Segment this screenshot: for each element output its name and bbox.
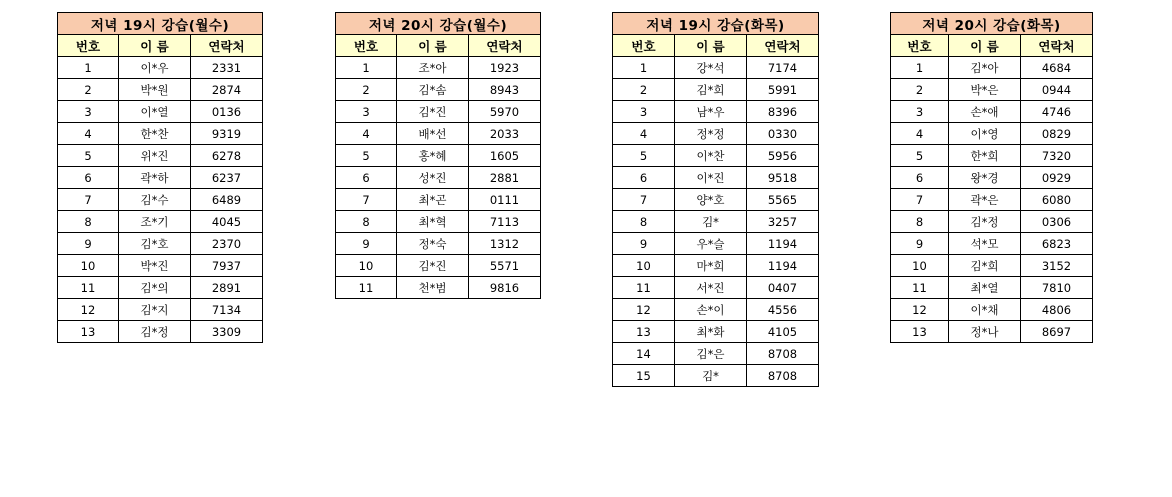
class-table-mon-wed-20 — [335, 12, 541, 299]
table-row — [613, 123, 819, 145]
cell-contact: 0330 — [747, 123, 819, 145]
cell-contact: 2891 — [191, 277, 263, 299]
table-row — [58, 233, 263, 255]
cell-name: 이*찬 — [675, 145, 747, 167]
cell-number: 2 — [613, 79, 675, 101]
table-row — [891, 299, 1093, 321]
cell-number: 9 — [613, 233, 675, 255]
table-row — [58, 189, 263, 211]
cell-number: 11 — [336, 277, 397, 299]
cell-number: 11 — [891, 277, 949, 299]
column-header-number: 번호 — [336, 35, 397, 57]
cell-name: 홍*혜 — [397, 145, 469, 167]
class-table-tue-thu-20 — [890, 12, 1093, 343]
cell-contact: 8943 — [469, 79, 541, 101]
column-header-contact: 연락처 — [1021, 35, 1093, 57]
cell-contact: 2033 — [469, 123, 541, 145]
table-row — [891, 167, 1093, 189]
cell-number: 10 — [613, 255, 675, 277]
table-row — [891, 321, 1093, 343]
cell-number: 1 — [891, 57, 949, 79]
cell-number: 12 — [891, 299, 949, 321]
column-header-number: 번호 — [613, 35, 675, 57]
cell-name: 김*수 — [119, 189, 191, 211]
table-row — [891, 233, 1093, 255]
cell-contact: 1312 — [469, 233, 541, 255]
cell-name: 손*애 — [949, 101, 1021, 123]
cell-name: 서*진 — [675, 277, 747, 299]
cell-contact: 4684 — [1021, 57, 1093, 79]
column-header-name: 이 름 — [397, 35, 469, 57]
cell-contact: 1194 — [747, 255, 819, 277]
cell-number: 7 — [58, 189, 119, 211]
table-row — [891, 189, 1093, 211]
cell-name: 마*희 — [675, 255, 747, 277]
cell-number: 3 — [613, 101, 675, 123]
cell-contact: 9816 — [469, 277, 541, 299]
cell-contact: 2881 — [469, 167, 541, 189]
cell-number: 5 — [613, 145, 675, 167]
cell-contact: 5571 — [469, 255, 541, 277]
table-row — [336, 233, 541, 255]
table-row — [613, 343, 819, 365]
cell-name: 김*희 — [949, 255, 1021, 277]
cell-name: 천*범 — [397, 277, 469, 299]
table-row — [336, 255, 541, 277]
cell-contact: 0407 — [747, 277, 819, 299]
table-row — [891, 101, 1093, 123]
cell-contact: 5991 — [747, 79, 819, 101]
table-row — [613, 57, 819, 79]
table-row — [336, 277, 541, 299]
cell-number: 8 — [58, 211, 119, 233]
table-row — [58, 167, 263, 189]
cell-number: 8 — [891, 211, 949, 233]
cell-number: 10 — [891, 255, 949, 277]
table-row — [613, 145, 819, 167]
cell-contact: 6489 — [191, 189, 263, 211]
cell-number: 8 — [336, 211, 397, 233]
cell-name: 박*원 — [119, 79, 191, 101]
table-row — [613, 255, 819, 277]
table-row — [58, 321, 263, 343]
cell-number: 1 — [58, 57, 119, 79]
cell-contact: 0944 — [1021, 79, 1093, 101]
cell-number: 6 — [58, 167, 119, 189]
column-header-name: 이 름 — [675, 35, 747, 57]
cell-number: 12 — [613, 299, 675, 321]
cell-name: 최*열 — [949, 277, 1021, 299]
cell-number: 5 — [891, 145, 949, 167]
cell-name: 박*은 — [949, 79, 1021, 101]
column-header-contact: 연락처 — [469, 35, 541, 57]
table-row — [336, 145, 541, 167]
cell-contact: 7937 — [191, 255, 263, 277]
cell-name: 강*석 — [675, 57, 747, 79]
cell-number: 3 — [58, 101, 119, 123]
cell-name: 조*아 — [397, 57, 469, 79]
class-table-mon-wed-19 — [57, 12, 263, 343]
table-row — [58, 255, 263, 277]
cell-contact: 3257 — [747, 211, 819, 233]
cell-name: 한*찬 — [119, 123, 191, 145]
cell-contact: 7320 — [1021, 145, 1093, 167]
table-row — [891, 123, 1093, 145]
cell-number: 15 — [613, 365, 675, 387]
table-row — [613, 321, 819, 343]
cell-number: 14 — [613, 343, 675, 365]
cell-name: 김*희 — [675, 79, 747, 101]
cell-contact: 4045 — [191, 211, 263, 233]
table-row — [58, 101, 263, 123]
cell-name: 김* — [675, 365, 747, 387]
cell-contact: 6080 — [1021, 189, 1093, 211]
cell-contact: 7810 — [1021, 277, 1093, 299]
cell-name: 이*채 — [949, 299, 1021, 321]
cell-name: 김*정 — [949, 211, 1021, 233]
cell-number: 2 — [891, 79, 949, 101]
cell-contact: 6823 — [1021, 233, 1093, 255]
cell-name: 김* — [675, 211, 747, 233]
cell-number: 12 — [58, 299, 119, 321]
cell-name: 김*지 — [119, 299, 191, 321]
cell-name: 정*나 — [949, 321, 1021, 343]
cell-contact: 2874 — [191, 79, 263, 101]
cell-name: 박*진 — [119, 255, 191, 277]
cell-number: 5 — [58, 145, 119, 167]
cell-name: 한*희 — [949, 145, 1021, 167]
cell-number: 13 — [613, 321, 675, 343]
cell-name: 석*모 — [949, 233, 1021, 255]
cell-contact: 6237 — [191, 167, 263, 189]
table-row — [613, 277, 819, 299]
table-row — [891, 79, 1093, 101]
table-row — [891, 255, 1093, 277]
cell-number: 10 — [58, 255, 119, 277]
cell-name: 이*우 — [119, 57, 191, 79]
table-row — [336, 211, 541, 233]
cell-number: 10 — [336, 255, 397, 277]
column-header-contact: 연락처 — [191, 35, 263, 57]
cell-number: 6 — [891, 167, 949, 189]
table-row — [891, 277, 1093, 299]
table-row — [613, 365, 819, 387]
cell-contact: 5970 — [469, 101, 541, 123]
table-row — [336, 167, 541, 189]
cell-name: 김*진 — [397, 255, 469, 277]
cell-number: 5 — [336, 145, 397, 167]
table-row — [613, 101, 819, 123]
cell-number: 9 — [336, 233, 397, 255]
table-row — [58, 57, 263, 79]
table-row — [891, 145, 1093, 167]
cell-number: 3 — [336, 101, 397, 123]
class-table-tue-thu-19 — [612, 12, 819, 387]
cell-name: 김*정 — [119, 321, 191, 343]
cell-name: 남*우 — [675, 101, 747, 123]
column-header-contact: 연락처 — [747, 35, 819, 57]
table-row — [613, 299, 819, 321]
cell-contact: 8697 — [1021, 321, 1093, 343]
cell-contact: 1923 — [469, 57, 541, 79]
cell-name: 손*이 — [675, 299, 747, 321]
table-row — [58, 277, 263, 299]
cell-contact: 5565 — [747, 189, 819, 211]
cell-name: 양*호 — [675, 189, 747, 211]
table-row — [58, 79, 263, 101]
table-row — [336, 189, 541, 211]
table-body — [613, 57, 819, 387]
cell-contact: 1605 — [469, 145, 541, 167]
cell-number: 6 — [613, 167, 675, 189]
cell-contact: 4556 — [747, 299, 819, 321]
table-body — [58, 57, 263, 343]
table-row — [613, 79, 819, 101]
cell-number: 11 — [58, 277, 119, 299]
cell-contact: 9319 — [191, 123, 263, 145]
table-row — [58, 123, 263, 145]
cell-name: 김*진 — [397, 101, 469, 123]
cell-contact: 0829 — [1021, 123, 1093, 145]
cell-contact: 1194 — [747, 233, 819, 255]
cell-contact: 7174 — [747, 57, 819, 79]
cell-number: 9 — [58, 233, 119, 255]
cell-contact: 3309 — [191, 321, 263, 343]
table-row — [58, 299, 263, 321]
cell-name: 이*열 — [119, 101, 191, 123]
table-body — [891, 57, 1093, 343]
cell-contact: 0306 — [1021, 211, 1093, 233]
cell-name: 최*화 — [675, 321, 747, 343]
cell-name: 이*영 — [949, 123, 1021, 145]
cell-contact: 0929 — [1021, 167, 1093, 189]
cell-number: 4 — [613, 123, 675, 145]
cell-number: 6 — [336, 167, 397, 189]
table-row — [336, 101, 541, 123]
cell-number: 11 — [613, 277, 675, 299]
table-row — [58, 145, 263, 167]
cell-contact: 4806 — [1021, 299, 1093, 321]
cell-number: 4 — [336, 123, 397, 145]
table-title: 저녁 19시 강습(월수) — [58, 13, 263, 35]
cell-number: 9 — [891, 233, 949, 255]
column-header-number: 번호 — [58, 35, 119, 57]
cell-number: 7 — [891, 189, 949, 211]
cell-number: 4 — [891, 123, 949, 145]
cell-contact: 8396 — [747, 101, 819, 123]
cell-number: 8 — [613, 211, 675, 233]
table-body — [336, 57, 541, 299]
cell-contact: 0111 — [469, 189, 541, 211]
cell-name: 위*진 — [119, 145, 191, 167]
table-row — [891, 211, 1093, 233]
cell-contact: 7113 — [469, 211, 541, 233]
cell-contact: 9518 — [747, 167, 819, 189]
cell-number: 2 — [336, 79, 397, 101]
column-header-name: 이 름 — [119, 35, 191, 57]
cell-name: 김*호 — [119, 233, 191, 255]
cell-contact: 8708 — [747, 365, 819, 387]
table-row — [613, 211, 819, 233]
cell-name: 김*의 — [119, 277, 191, 299]
cell-name: 왕*경 — [949, 167, 1021, 189]
cell-number: 1 — [613, 57, 675, 79]
cell-contact: 4746 — [1021, 101, 1093, 123]
cell-number: 4 — [58, 123, 119, 145]
table-row — [336, 123, 541, 145]
cell-contact: 3152 — [1021, 255, 1093, 277]
cell-name: 최*곤 — [397, 189, 469, 211]
cell-contact: 2331 — [191, 57, 263, 79]
cell-contact: 7134 — [191, 299, 263, 321]
cell-number: 13 — [58, 321, 119, 343]
column-header-name: 이 름 — [949, 35, 1021, 57]
table-row — [613, 167, 819, 189]
table-row — [336, 57, 541, 79]
cell-number: 13 — [891, 321, 949, 343]
cell-number: 3 — [891, 101, 949, 123]
cell-name: 최*혁 — [397, 211, 469, 233]
table-row — [336, 79, 541, 101]
cell-number: 2 — [58, 79, 119, 101]
cell-number: 7 — [613, 189, 675, 211]
table-title: 저녁 19시 강습(화목) — [613, 13, 819, 35]
cell-name: 우*슬 — [675, 233, 747, 255]
table-title: 저녁 20시 강습(월수) — [336, 13, 541, 35]
cell-name: 이*진 — [675, 167, 747, 189]
cell-number: 1 — [336, 57, 397, 79]
cell-name: 곽*하 — [119, 167, 191, 189]
cell-contact: 4105 — [747, 321, 819, 343]
cell-contact: 5956 — [747, 145, 819, 167]
table-row — [58, 211, 263, 233]
cell-name: 김*솜 — [397, 79, 469, 101]
cell-contact: 6278 — [191, 145, 263, 167]
cell-name: 배*선 — [397, 123, 469, 145]
table-row — [613, 233, 819, 255]
cell-contact: 0136 — [191, 101, 263, 123]
table-row — [613, 189, 819, 211]
cell-contact: 8708 — [747, 343, 819, 365]
column-header-number: 번호 — [891, 35, 949, 57]
cell-name: 김*아 — [949, 57, 1021, 79]
cell-name: 곽*은 — [949, 189, 1021, 211]
cell-name: 성*진 — [397, 167, 469, 189]
cell-name: 김*은 — [675, 343, 747, 365]
cell-name: 정*숙 — [397, 233, 469, 255]
cell-name: 조*기 — [119, 211, 191, 233]
table-title: 저녁 20시 강습(화목) — [891, 13, 1093, 35]
table-row — [891, 57, 1093, 79]
cell-number: 7 — [336, 189, 397, 211]
cell-contact: 2370 — [191, 233, 263, 255]
cell-name: 정*정 — [675, 123, 747, 145]
